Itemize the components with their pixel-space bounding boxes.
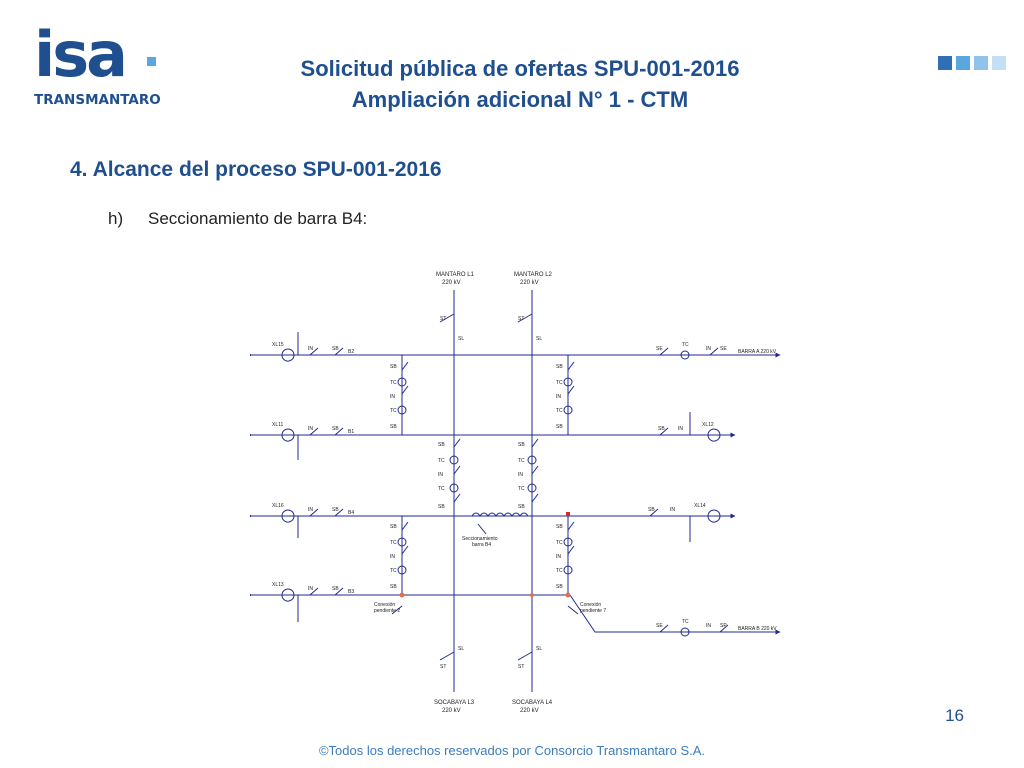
logo-dot — [147, 57, 156, 66]
bus-label-b3: B3 — [348, 589, 355, 595]
conexion-2-label-line2: pendiente 2 — [374, 608, 401, 614]
section-title: 4. Alcance del proceso SPU-001-2016 — [70, 158, 442, 181]
label-in: IN — [438, 472, 443, 478]
label-in: IN — [518, 472, 523, 478]
label-tc: TC — [390, 568, 397, 574]
single-line-diagram — [250, 262, 790, 722]
label-sb: SB — [556, 424, 563, 430]
label-sb: SB — [332, 426, 339, 432]
reactor-label-xl14: XL14 — [694, 503, 706, 509]
label-tc: TC — [556, 568, 563, 574]
conexion-7-label-line2: pendiente 7 — [580, 608, 607, 614]
label-in: IN — [390, 554, 395, 560]
label-tc: TC — [556, 408, 563, 414]
bus-label-b1: B1 — [348, 429, 355, 435]
footer-copyright: ©Todos los derechos reservados por Consorcio Transmantaro S.A. — [318, 743, 706, 758]
label-se: SE — [656, 623, 663, 629]
slide-title-line1: Solicitud pública de ofertas SPU-001-2016 — [300, 56, 740, 81]
bullet-marker: h) — [108, 209, 124, 228]
ext-bus-a-label: BARRA A 220 kV — [738, 349, 777, 355]
line-label-socabaya-l3: SOCABAYA L3 — [434, 700, 475, 706]
label-tc: TC — [556, 380, 563, 386]
decorative-squares — [938, 56, 1006, 70]
label-sb: SB — [556, 364, 563, 370]
label-sl: SL — [536, 646, 543, 652]
bus-label-b4: B4 — [348, 510, 355, 516]
reactor-label-xl13: XL13 — [272, 582, 284, 588]
label-sb: SB — [438, 504, 445, 510]
label-se: SE — [656, 346, 663, 352]
label-sl: SL — [458, 646, 465, 652]
line-label-mantaro-l1: MANTARO L1 — [436, 272, 474, 278]
label-sb: SB — [332, 507, 339, 513]
label-sb: SB — [390, 584, 397, 590]
label-tc: TC — [518, 486, 525, 492]
label-sb: SB — [390, 524, 397, 530]
reactor-label-xl16: XL16 — [272, 503, 284, 509]
label-in: IN — [556, 394, 561, 400]
decorative-square-4 — [992, 56, 1006, 70]
label-sb: SB — [390, 424, 397, 430]
label-in: IN — [670, 507, 675, 513]
label-tc: TC — [390, 408, 397, 414]
conexion-7-label-line1: Conexión — [580, 602, 602, 608]
bus-label-b2: B2 — [348, 349, 355, 355]
label-sb: SB — [556, 524, 563, 530]
label-tc: TC — [390, 540, 397, 546]
label-st: ST — [440, 664, 447, 670]
label-in: IN — [308, 426, 313, 432]
bullet-item — [108, 209, 367, 229]
bullet-text: Seccionamiento de barra B4: — [148, 209, 368, 228]
label-tc: TC — [682, 619, 689, 625]
seccionamiento-label-line2: barra B4 — [472, 542, 492, 548]
decorative-square-1 — [938, 56, 952, 70]
label-sb: SB — [518, 504, 525, 510]
reactor-label-xl15: XL15 — [272, 342, 284, 348]
logo-subtitle: TRANSMANTARO — [34, 92, 161, 108]
label-st: ST — [440, 316, 447, 322]
label-se: SE — [720, 346, 727, 352]
line-kv-socabaya-l3: 220 kV — [442, 708, 461, 714]
label-tc: TC — [518, 458, 525, 464]
conexion-point-right — [566, 593, 571, 598]
label-st: ST — [518, 664, 525, 670]
label-sb: SB — [658, 426, 665, 432]
label-sb: SB — [332, 586, 339, 592]
logo-wordmark: isa — [34, 18, 125, 91]
reactor-label-xl11: XL11 — [272, 422, 284, 428]
label-sb: SB — [390, 364, 397, 370]
label-in: IN — [556, 554, 561, 560]
label-in: IN — [390, 394, 395, 400]
label-in: IN — [308, 507, 313, 513]
slide-title-line2: Ampliación adicional N° 1 - CTM — [351, 87, 689, 112]
label-in: IN — [308, 586, 313, 592]
seccionamiento-label-line1: Seccionamiento — [462, 536, 498, 542]
line-kv-mantaro-l2: 220 kV — [520, 280, 539, 286]
conexion-point-left — [400, 593, 405, 598]
line-label-mantaro-l2: MANTARO L2 — [514, 272, 552, 278]
label-tc: TC — [682, 342, 689, 348]
label-in: IN — [308, 346, 313, 352]
line-kv-socabaya-l4: 220 kV — [520, 708, 539, 714]
line-kv-mantaro-l1: 220 kV — [442, 280, 461, 286]
label-sp: SP — [720, 623, 727, 629]
decorative-square-2 — [956, 56, 970, 70]
line-label-socabaya-l4: SOCABAYA L4 — [512, 700, 553, 706]
label-sb: SB — [332, 346, 339, 352]
page-number: 16 — [945, 706, 964, 725]
label-tc: TC — [556, 540, 563, 546]
label-sb: SB — [438, 442, 445, 448]
ext-bus-b-label: BARRA B 220 kV — [738, 626, 777, 632]
label-sl: SL — [536, 336, 543, 342]
conexion-2-label-line1: Conexión — [374, 602, 396, 608]
company-logo — [34, 18, 174, 114]
decorative-square-3 — [974, 56, 988, 70]
label-tc: TC — [438, 486, 445, 492]
label-sb: SB — [648, 507, 655, 513]
label-in: IN — [706, 623, 711, 629]
reactor-label-xl12: XL12 — [702, 422, 714, 428]
label-tc: TC — [438, 458, 445, 464]
label-st: ST — [518, 316, 525, 322]
red-mark — [566, 512, 570, 516]
label-sb: SB — [518, 442, 525, 448]
label-sb: SB — [556, 584, 563, 590]
conexion-point-mid — [530, 593, 534, 597]
label-sl: SL — [458, 336, 465, 342]
label-in: IN — [706, 346, 711, 352]
label-in: IN — [678, 426, 683, 432]
label-tc: TC — [390, 380, 397, 386]
